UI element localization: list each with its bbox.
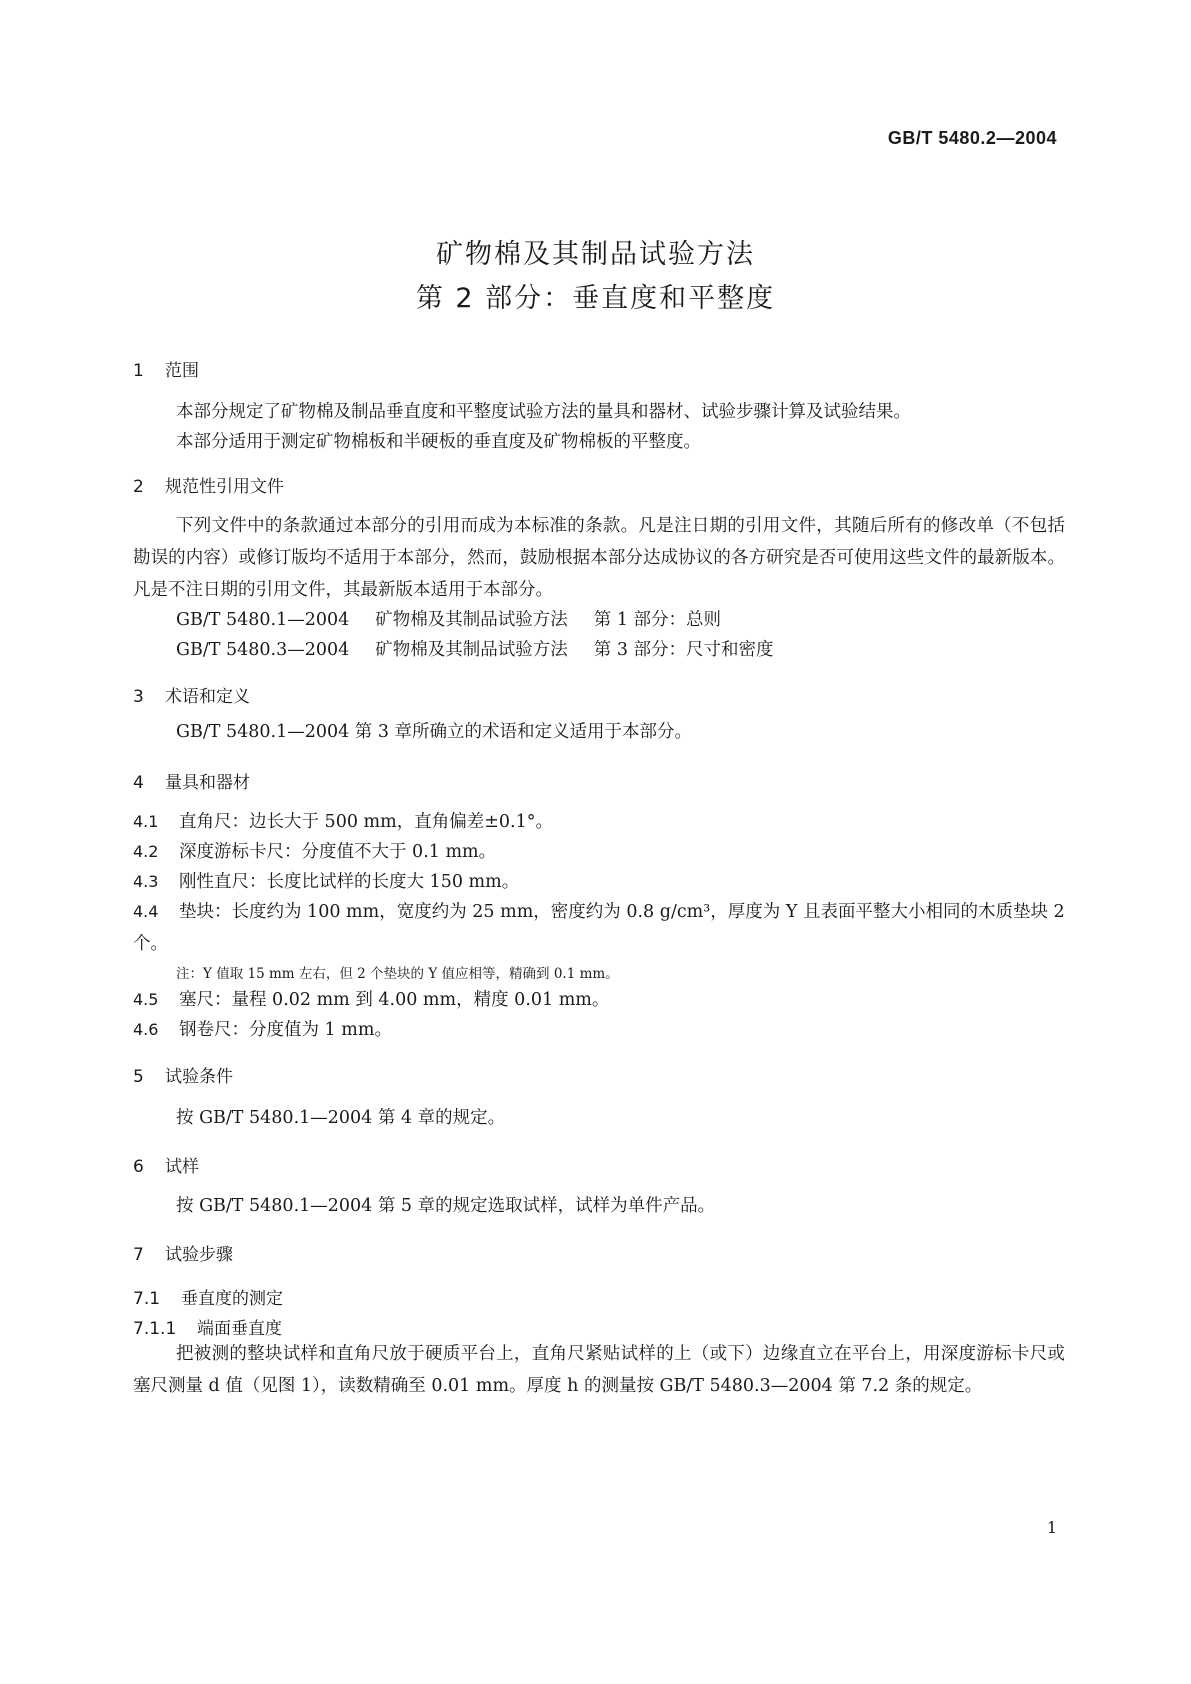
section-number: 2 [133,477,144,497]
section-6-heading [133,1152,199,1177]
clause-number: 4.1 [133,812,159,831]
clause-number: 4.6 [133,1020,159,1039]
clause-item [133,896,1065,960]
section-6-paragraph: 按 GB/T 5480.1—2004 第 5 章的规定选取试样，试样为单件产品。 [176,1196,716,1216]
clause-text: 塞尺：量程 0.02 mm 到 4.00 mm，精度 0.01 mm。 [179,990,610,1010]
reference-item [176,606,721,631]
clause-item [133,836,1065,868]
reference-title: 矿物棉及其制品试验方法 [375,640,568,660]
subsection-7-1-1-heading [133,1314,282,1339]
section-5-paragraph: 按 GB/T 5480.1—2004 第 4 章的规定。 [176,1108,506,1128]
reference-part: 第 3 部分：尺寸和密度 [593,640,774,660]
section-number: 6 [133,1157,144,1177]
reference-item [176,636,774,661]
section-number: 4 [133,773,144,793]
page-number: 1 [1046,1518,1057,1537]
reference-title: 矿物棉及其制品试验方法 [375,610,568,630]
section-title: 试验步骤 [165,1245,233,1265]
section-title: 范围 [165,361,199,381]
section-5-heading [133,1062,233,1087]
section-1-paragraph-1: 本部分规定了矿物棉及制品垂直度和平整度试验方法的量具和器材、试验步骤计算及试验结果。 [176,402,911,422]
clause-text: 深度游标卡尺：分度值不大于 0.1 mm。 [179,842,497,862]
section-7-heading [133,1240,233,1265]
section-number: 1 [133,361,144,381]
reference-code: GB/T 5480.1—2004 [176,610,350,630]
clause-text: 钢卷尺：分度值为 1 mm。 [179,1020,392,1040]
clause-number: 4.2 [133,842,159,861]
section-2-paragraph: 下列文件中的条款通过本部分的引用而成为本标准的条款。凡是注日期的引用文件，其随后所有的修改单（不包括勘误的内容）或修订版均不适用于本部分，然而，鼓励根据本部分达成协议的各方研究是否可使用这些文件的最新版本。凡是不注日期的引用文件，其最新版本适用于本部分。 [133,516,1065,600]
standard-number: GB/T 5480.2—2004 [887,128,1057,148]
document-title: 矿物棉及其制品试验方法 [436,239,755,270]
section-1-heading [133,356,199,381]
section-number: 5 [133,1067,144,1087]
clause-text: 刚性直尺：长度比试样的长度大 150 mm。 [179,872,520,892]
section-title: 端面垂直度 [197,1319,282,1339]
clause-number: 4.3 [133,872,159,891]
section-number: 3 [133,687,144,707]
section-3-heading [133,682,250,707]
section-number: 7.1 [133,1289,161,1309]
section-2-heading [133,472,284,497]
reference-code: GB/T 5480.3—2004 [176,640,350,660]
document-subtitle: 第 2 部分：垂直度和平整度 [415,283,776,314]
section-4-heading [133,768,250,793]
note: 注：Y 值取 15 mm 左右，但 2 个垫块的 Y 值应相等，精确到 0.1 mm。 [176,966,619,982]
clause-item [133,1014,1065,1046]
section-title: 术语和定义 [165,687,250,707]
reference-part: 第 1 部分：总则 [593,610,722,630]
section-number: 7 [133,1245,144,1265]
clause-text: 垫块：长度约为 100 mm，宽度约为 25 mm，密度约为 0.8 g/cm³，厚度为 Y 且表面平整大小相同的木质垫块 2 个。 [133,902,1065,954]
clause-item [133,866,1065,898]
section-number: 7.1.1 [133,1319,177,1339]
section-title: 规范性引用文件 [165,477,284,497]
section-title: 垂直度的测定 [181,1289,283,1309]
clause-number: 4.4 [133,902,159,921]
clause-text: 直角尺：边长大于 500 mm，直角偏差±0.1°。 [179,812,553,832]
clause-item [133,806,1065,838]
section-1-paragraph-2: 本部分适用于测定矿物棉板和半硬板的垂直度及矿物棉板的平整度。 [176,432,701,452]
subsection-7-1-heading [133,1284,283,1309]
clause-number: 4.5 [133,990,159,1009]
section-title: 量具和器材 [165,773,250,793]
clause-item [133,984,1065,1016]
section-3-paragraph: GB/T 5480.1—2004 第 3 章所确立的术语和定义适用于本部分。 [176,722,693,742]
section-title: 试样 [165,1157,199,1177]
subsection-7-1-1-paragraph: 把被测的整块试样和直角尺放于硬质平台上，直角尺紧贴试样的上（或下）边缘直立在平台上，用深度游标卡尺或塞尺测量 d 值（见图 1），读数精确至 0.01 mm。厚度 h 的测量按 GB/T 5480.3—2004 第 7.2 条的规定。 [133,1344,1065,1396]
section-title: 试验条件 [165,1067,233,1087]
